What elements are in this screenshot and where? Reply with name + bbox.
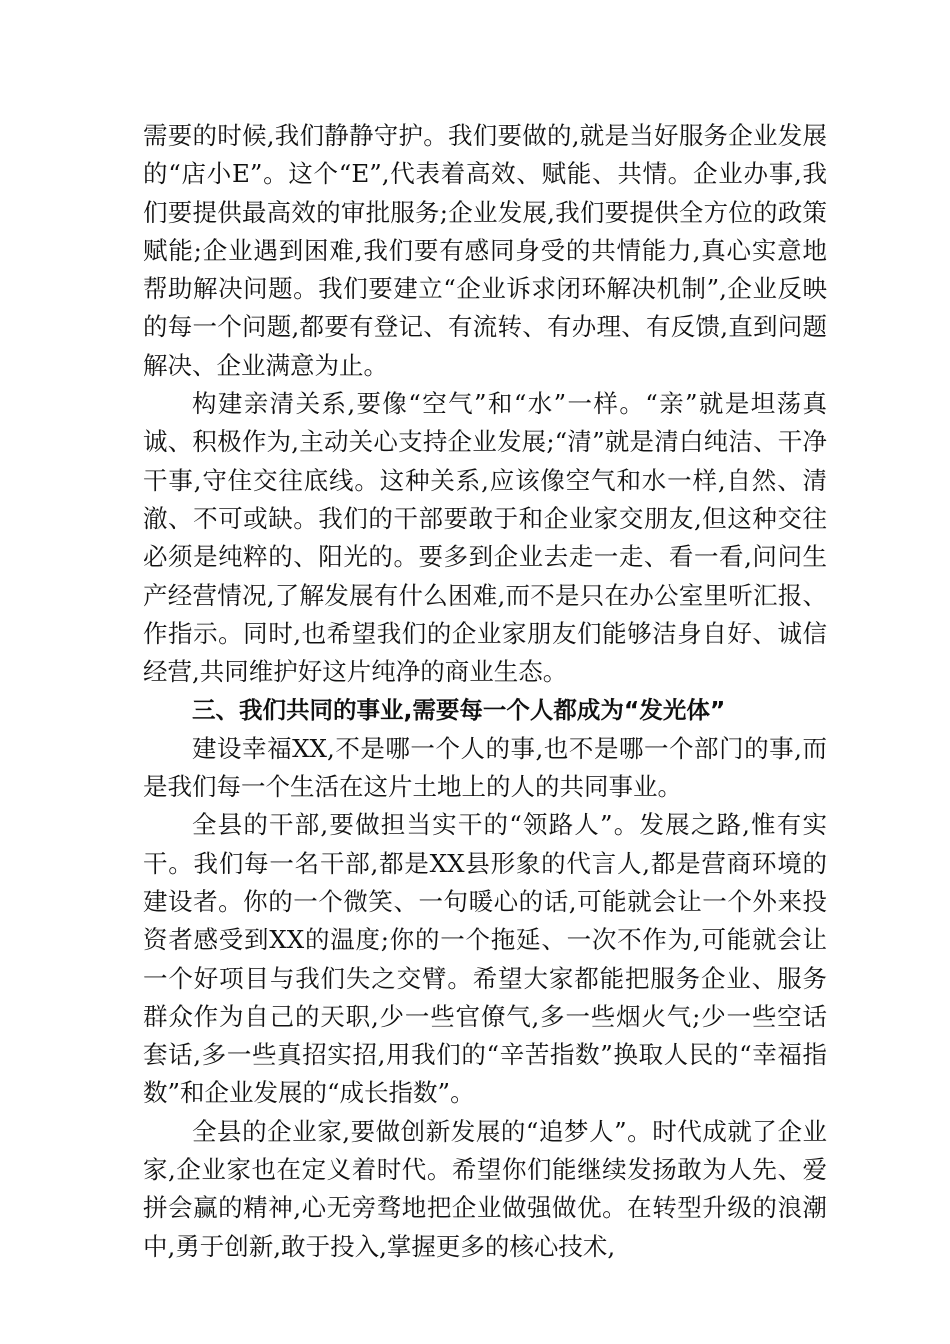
body-paragraph: 构建亲清关系,要像“空气”和“水”一样。“亲”就是坦荡真诚、积极作为,主动关心支持企业发展;“清”就是清白纯洁、干净干事,守住交往底线。这种关系,应该像空气和水一样,自然、清澈、不可或缺。我们的干部要敢于和企业家交朋友,但这种交往必须是纯粹的、阳光的。要多到企业去走一走、看一看,问问生产经营情况,了解发展有什么困难,而不是只在办公室里听汇报、作指示。同时,也希望我们的企业家朋友们能够洁身自好、诚信经营,共同维护好这片纯净的商业生态。 xyxy=(143,389,827,687)
body-paragraph: 全县的干部,要做担当实干的“领路人”。发展之路,惟有实干。我们每一名干部,都是XX县形象的代言人,都是营商环境的建设者。你的一个微笑、一句暖心的话,可能就会让一个外来投资者感受到XX的温度;你的一个拖延、一次不作为,可能就会让一个好项目与我们失之交臂。希望大家都能把服务企业、服务群众作为自己的天职,少一些官僚气,多一些烟火气;少一些空话套话,多一些真招实招,用我们的“辛苦指数”换取人民的“幸福指数”和企业发展的“成长指数”。 xyxy=(143,810,827,1108)
body-paragraph: 建设幸福XX,不是哪一个人的事,也不是哪一个部门的事,而是我们每一个生活在这片土地上的人的共同事业。 xyxy=(143,733,827,802)
body-paragraph: 需要的时候,我们静静守护。我们要做的,就是当好服务企业发展的“店小E”。这个“E”,代表着高效、赋能、共情。企业办事,我们要提供最高效的审批服务;企业发展,我们要提供全方位的政策赋能;企业遇到困难,我们要有感同身受的共情能力,真心实意地帮助解决问题。我们要建立“企业诉求闭环解决机制”,企业反映的每一个问题,都要有登记、有流转、有办理、有反馈,直到问题解决、企业满意为止。 xyxy=(143,121,827,380)
section-heading: 三、我们共同的事业,需要每一个人都成为“发光体” xyxy=(192,696,726,725)
body-paragraph: 全县的企业家,要做创新发展的“追梦人”。时代成就了企业家,企业家也在定义着时代。希望你们能继续发扬敢为人先、爱拼会赢的精神,心无旁骛地把企业做强做优。在转型升级的浪潮中,勇于创新,敢于投入,掌握更多的核心技术, xyxy=(143,1116,827,1261)
document-page xyxy=(143,117,827,1266)
